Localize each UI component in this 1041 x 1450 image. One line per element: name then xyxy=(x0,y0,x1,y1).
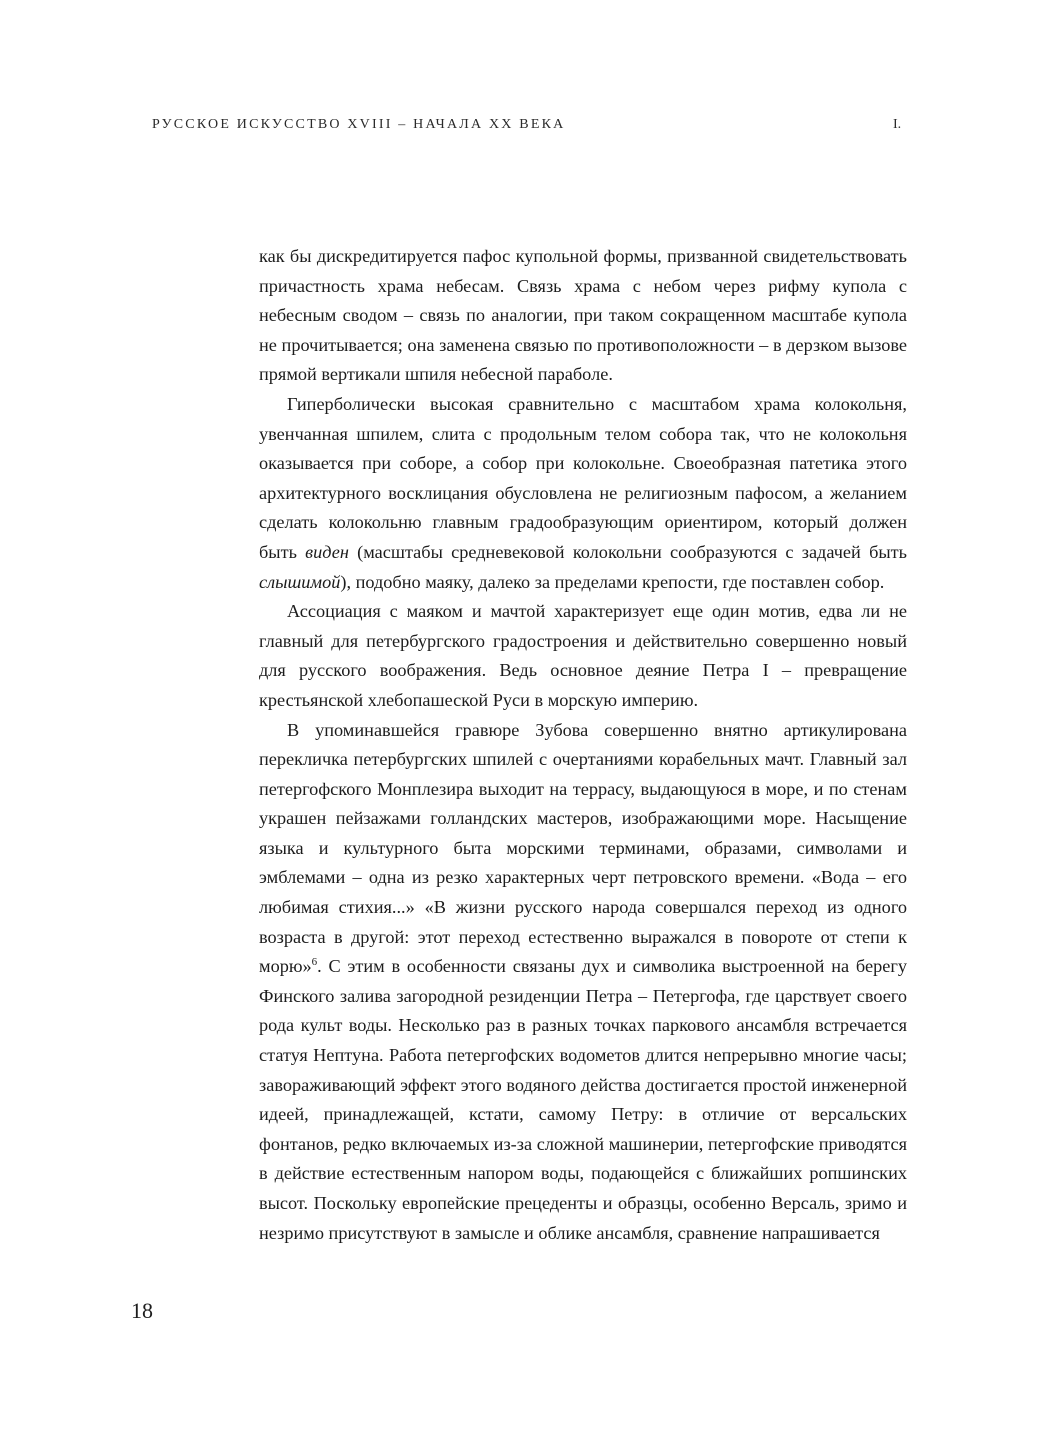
running-title: РУССКОЕ ИСКУССТВО XVIII – НАЧАЛА XX ВЕКА xyxy=(152,117,566,132)
section-number: I. xyxy=(893,117,902,132)
page-number: 18 xyxy=(131,1298,153,1323)
paragraph-2-text-2: (масштабы средневековой колокольни сообразуются с задачей быть xyxy=(357,541,907,562)
body-text xyxy=(259,242,907,1248)
paragraph-2-text-3: ), подобно маяку, далеко за пределами крепости, где поставлен собор. xyxy=(340,571,885,592)
paragraph-4-text-1: В упоминавшейся гравюре Зубова совершенно внятно артикулирована перекличка петербургских шпилей с очертаниями корабельных мачт. Главный зал петергофского Монплезира выходит на террасу, выдающуюся в море, и по стенам украшен пейзажами голландских мастеров, изображающими море. Насыщение языка и культурного быта морскими терминами, образами, символами и эмблемами – одна из резко характерных черт петровского времени. «Вода – его любимая стихия...» «В жизни русского народа совершался переход из одного возраста в другой: этот переход естественно выражался в повороте от степи к морю» xyxy=(259,719,907,977)
paragraph-2 xyxy=(259,390,907,597)
paragraph-1: как бы дискредитируется пафос купольной формы, призванной свидетельствовать причастность храма небесам. Связь храма с небом через рифму купола с небесным сводом – связь по аналогии, при таком сокращенном масштабе купола не прочитывается; она заменена связью по противоположности – в дерзком вызове прямой вертикали шпиля небесной параболе. xyxy=(259,246,907,385)
paragraph-4-text-2: . С этим в особенности связаны дух и символика выстроенной на берегу Финского залива загородной резиденции Петра – Петергофа, где царствует своего рода культ воды. Несколько раз в разных точках паркового ансамбля встречается статуя Нептуна. Работа петергофских водометов длится непрерывно многие часы; завораживающий эффект этого водяного действа достигается простой инженерной идеей, принадлежащей, кстати, самому Петру: в отличие от версальских фонтанов, редко включаемых из-за сложной машинерии, петергофские приводятся в действие естественным напором воды, подающейся с ближайших ропшинских высот. Поскольку европейские прецеденты и образцы, особенно Версаль, зримо и незримо присутствуют в замысле и облике ансамбля, сравнение напрашивается xyxy=(259,956,907,1243)
emphasis-viden: виден xyxy=(305,541,349,562)
paragraph-4 xyxy=(259,716,907,1249)
emphasis-slyshimoy: слышимой xyxy=(259,571,341,592)
footnote-reference: 6 xyxy=(311,956,318,969)
paragraph-2-text-1: Гиперболически высокая сравнительно с масштабом храма колокольня, увенчанная шпилем, слита с продольным телом собора так, что не колокольня оказывается при соборе, а собор при колокольне. Своеобразная патетика этого архитектурного восклицания обусловлена не религиозным пафосом, а желанием сделать колокольню главным градообразующим ориентиром, который должен быть xyxy=(259,393,907,562)
paragraph-3: Ассоциация с маяком и мачтой характеризует еще один мотив, едва ли не главный для петербургского градостроения и действительно совершенно новый для русского воображения. Ведь основное деяние Петра I – превращение крестьянской хлебопашеской Руси в морскую империю. xyxy=(259,601,907,710)
